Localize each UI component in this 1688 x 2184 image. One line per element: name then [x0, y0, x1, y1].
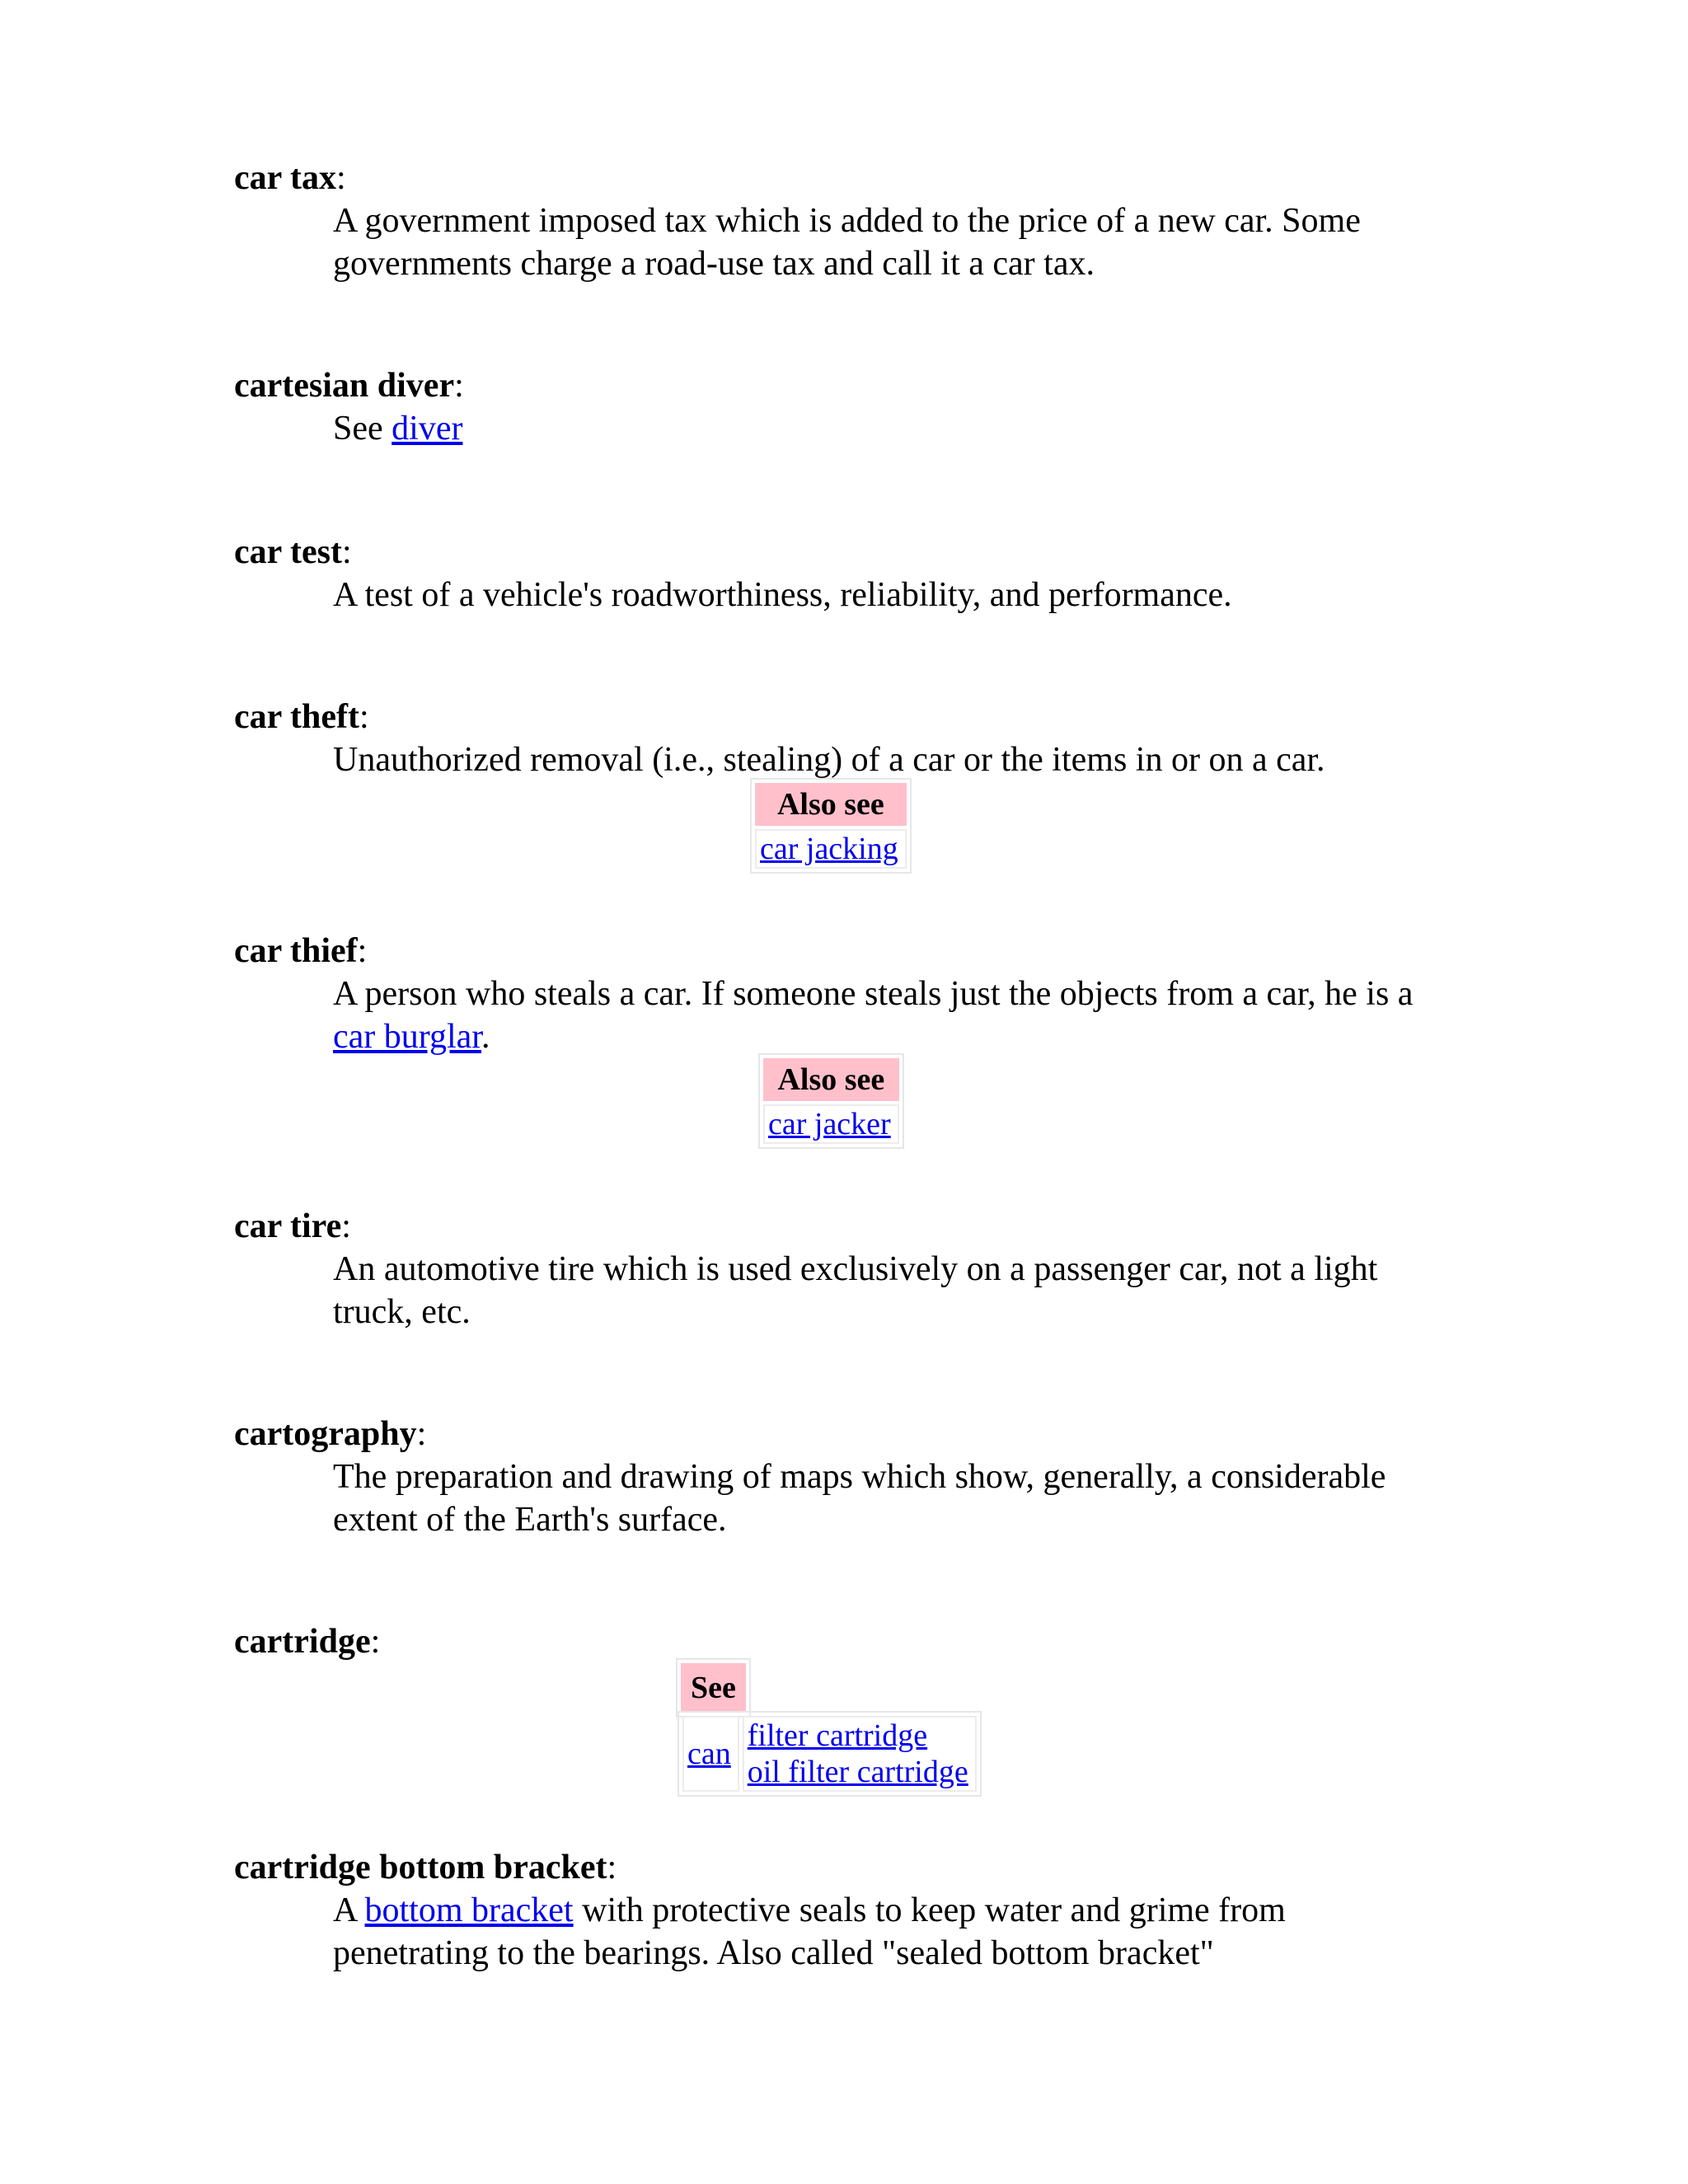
term-colon: : — [416, 1415, 427, 1453]
definition — [333, 972, 1446, 1058]
term-line — [234, 531, 1454, 574]
entry-car-thief — [234, 930, 1454, 1058]
term: car test — [234, 533, 342, 571]
see-right-cell — [743, 1716, 977, 1792]
link-car-jacker[interactable]: car jacker — [768, 1107, 891, 1141]
definition-end: . — [481, 1018, 490, 1056]
entry-car-tax — [234, 157, 1454, 285]
term-colon: : — [341, 533, 352, 571]
link-car-jacking[interactable]: car jacking — [760, 832, 898, 866]
link-bottom-bracket[interactable]: bottom bracket — [364, 1891, 574, 1929]
link-diver[interactable]: diver — [392, 410, 463, 448]
term-line — [234, 364, 1454, 407]
definition — [333, 407, 1446, 450]
also-see-table-car-theft — [750, 778, 912, 874]
entry-cartridge — [234, 1620, 1454, 1663]
also-see-cell — [763, 1104, 899, 1144]
term-colon: : — [607, 1849, 617, 1886]
see-text: See — [333, 410, 383, 448]
term-line — [234, 696, 1454, 738]
definition: A test of a vehicle's roadworthiness, reliability, and performance. — [333, 576, 1232, 614]
definition-text: A person who steals a car. If someone steals just the objects from a car, he is a — [333, 975, 1414, 1013]
definition: The preparation and drawing of maps which show, generally, a considerable extent of the Earth's surface. — [333, 1458, 1386, 1539]
definition: A government imposed tax which is added to the price of a new car. Some governments charge a road-use tax and call it a car tax. — [333, 202, 1361, 283]
term-colon: : — [359, 698, 369, 736]
term: cartridge bottom bracket — [234, 1849, 607, 1886]
also-see-header: Also see — [763, 1058, 899, 1101]
term: car tire — [234, 1207, 342, 1245]
also-see-table-car-thief — [758, 1053, 904, 1149]
entry-cartesian-diver — [234, 364, 1454, 450]
link-filter-cartridge[interactable]: filter cartridge — [747, 1718, 928, 1753]
term: car thief — [234, 932, 358, 970]
link-can[interactable]: can — [687, 1736, 731, 1771]
link-car-burglar[interactable]: car burglar — [333, 1018, 481, 1056]
term: cartridge — [234, 1623, 371, 1661]
see-table-cartridge — [678, 1711, 982, 1797]
term: car tax — [234, 159, 337, 197]
term-colon: : — [341, 1207, 351, 1245]
entry-cartography — [234, 1413, 1454, 1541]
term: car theft — [234, 698, 359, 736]
entry-car-theft — [234, 696, 1454, 781]
term-line — [234, 930, 1454, 972]
also-see-cell — [755, 829, 907, 869]
term-line — [234, 1413, 1454, 1455]
term-line — [234, 1620, 1454, 1663]
entry-car-tire — [234, 1205, 1454, 1333]
term-line — [234, 157, 1454, 199]
definition: An automotive tire which is used exclusively on a passenger car, not a light truck, etc. — [333, 1250, 1378, 1331]
see-header: See — [681, 1663, 746, 1713]
entry-car-test — [234, 531, 1454, 616]
see-left-cell — [682, 1716, 739, 1792]
link-oil-filter-cartridge[interactable]: oil filter cartridge — [747, 1755, 968, 1789]
term-colon: : — [336, 159, 346, 197]
definition-end: with protective seals to keep water and grime from penetrating to the bearings. Also called "sealed bottom bracket" — [333, 1891, 1286, 1972]
term-line — [234, 1846, 1454, 1889]
definition-text: A — [333, 1891, 357, 1929]
term-colon: : — [454, 367, 464, 405]
see-header-table-cartridge — [676, 1658, 751, 1718]
term: cartesian diver — [234, 367, 455, 405]
term-colon: : — [370, 1623, 381, 1661]
definition: Unauthorized removal (i.e., stealing) of a car or the items in or on a car. — [333, 741, 1325, 779]
entry-cartridge-bottom-bracket — [234, 1846, 1454, 1975]
term: cartography — [234, 1415, 417, 1453]
term-line — [234, 1205, 1454, 1248]
definition — [333, 1889, 1446, 1975]
term-colon: : — [357, 932, 368, 970]
also-see-header: Also see — [755, 783, 907, 826]
